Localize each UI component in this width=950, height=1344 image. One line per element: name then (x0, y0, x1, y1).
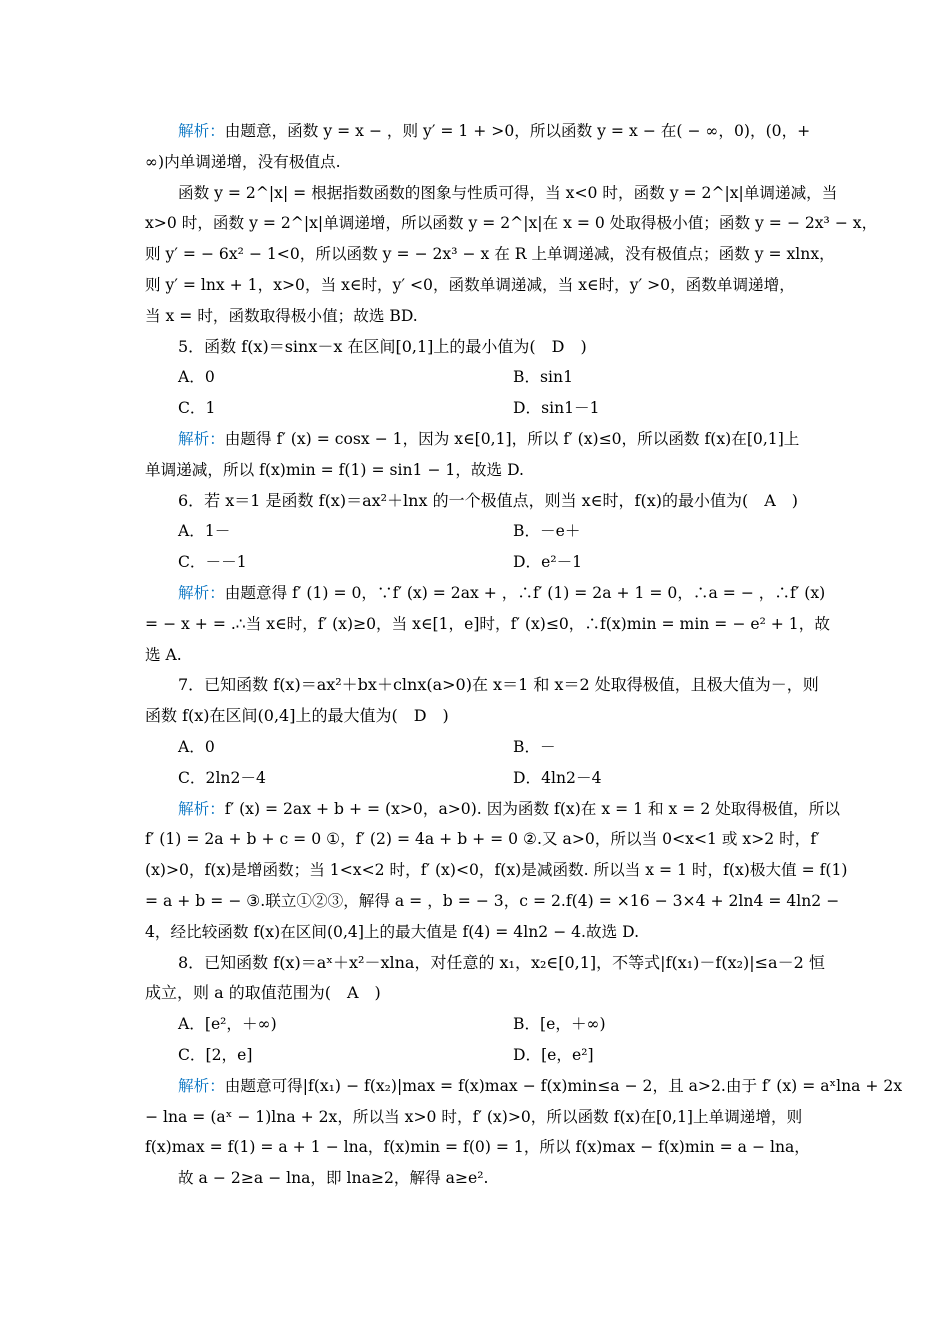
option-b: B．sin1 (513, 368, 574, 387)
question-6: 6．若 x＝1 是函数 f(x)＝ax²＋lnx 的一个极值点，则当 x∈时，f(x)的最小值为( A ) (178, 490, 799, 510)
option-b: B．－e＋ (513, 522, 581, 541)
analysis-label: 解析： (178, 799, 225, 818)
analysis-line (145, 1071, 903, 1102)
option-a: A．1－ (178, 522, 231, 541)
analysis-text: 单调递减，所以 f(x)min = f(1) = sin1 − 1，故选 D. (145, 460, 524, 479)
analysis-text: 故 a − 2≥a − lna，即 lna≥2，解得 a≥e². (178, 1169, 489, 1188)
option-a: A．0 (178, 737, 215, 756)
analysis-line (145, 578, 826, 609)
analysis-text: = a + b = − ③.联立①②③，解得 a = ，b = − 3，c = 2.f(4) = ×16 − 3×4 + 2ln4 = 4ln2 − (145, 891, 840, 910)
option-c: C．[2，e] (178, 1045, 253, 1064)
analysis-text: − lna = (aˣ − 1)lna + 2x，所以当 x>0 时，f′ (x)>0，所以函数 f(x)在[0,1]上单调递增，则 (145, 1107, 803, 1126)
body-text: 函数 y = 2^|x| = 根据指数函数的图象与性质可得，当 x<0 时，函数 y = 2^|x|单调递减，当 (178, 183, 838, 202)
analysis-line (145, 424, 815, 455)
options-row (145, 516, 815, 547)
options-row (145, 393, 815, 424)
analysis-text: 由题意可得|f(x₁) − f(x₂)|max = f(x)max − f(x)min≤a − 2，且 a>2.由于 f′ (x) = aˣlna + 2x (224, 1076, 903, 1095)
question-7: 7．已知函数 f(x)＝ax²＋bx＋clnx(a>0)在 x＝1 和 x＝2 处取得极值，且极大值为－，则 (178, 675, 819, 695)
body-text: 则 y′ = lnx + 1，x>0，当 x∈时，y′ <0，函数单调递减，当 x∈时，y′ >0，函数单调递增， (145, 275, 795, 294)
question-5: 5．函数 f(x)＝sinx－x 在区间[0,1]上的最小值为( D ) (178, 336, 587, 356)
analysis-line (145, 116, 815, 147)
option-a: A．0 (178, 368, 215, 387)
analysis-label: 解析： (178, 122, 225, 140)
analysis-text: 选 A. (145, 645, 182, 664)
body-text: 当 x = 时，函数取得极小值；故选 BD. (145, 306, 418, 325)
document-page (145, 116, 903, 1194)
options-row (145, 763, 815, 794)
option-c: C．1 (178, 399, 216, 418)
analysis-label: 解析： (178, 429, 225, 448)
analysis-text: = − x + = .∴当 x∈时，f′ (x)≥0，当 x∈[1，e]时，f′ (x)≤0，∴f(x)min = min = − e² + 1，故 (145, 614, 830, 633)
option-d: D．e²－1 (513, 553, 583, 572)
option-b: B．[e，＋∞) (513, 1015, 606, 1034)
options-row (145, 732, 815, 763)
analysis-text: 由题意，函数 y = x − ，则 y′ = 1 + >0，所以函数 y = x − 在( − ∞，0)，(0，+ (224, 122, 811, 140)
analysis-label: 解析： (178, 583, 225, 602)
option-d: D．4ln2－4 (513, 768, 602, 787)
options-row (145, 1040, 815, 1071)
analysis-text: (x)>0，f(x)是增函数；当 1<x<2 时，f′ (x)<0，f(x)是减函数. 所以当 x = 1 时，f(x)极大值 = f(1) (145, 861, 848, 880)
analysis-text: f′ (x) = 2ax + b + = (x>0，a>0). 因为函数 f(x)在 x = 1 和 x = 2 处取得极值，所以 (224, 799, 840, 818)
option-c: C．－－1 (178, 553, 247, 572)
option-b: B．－ (513, 737, 556, 756)
question-8-cont: 成立，则 a 的取值范围为( A ) (145, 983, 381, 1003)
option-a: A．[e²，＋∞) (178, 1015, 277, 1034)
options-row (145, 1009, 815, 1040)
body-text: 则 y′ = − 6x² − 1<0，所以函数 y = − 2x³ − x 在 R 上单调递减，没有极值点；函数 y = xlnx， (145, 245, 835, 264)
analysis-text: ∞)内单调递增，没有极值点. (145, 152, 341, 171)
analysis-line (145, 794, 840, 825)
analysis-text: 4，经比较函数 f(x)在区间(0,4]上的最大值是 f(4) = 4ln2 − 4.故选 D. (145, 922, 640, 941)
analysis-text: f(x)max = f(1) = a + 1 − lna，f(x)min = f(0) = 1，所以 f(x)max − f(x)min = a − lna， (145, 1138, 810, 1157)
analysis-text: 由题得 f′ (x) = cosx − 1，因为 x∈[0,1]，所以 f′ (x)≤0，所以函数 f(x)在[0,1]上 (224, 429, 800, 448)
analysis-label: 解析： (178, 1076, 225, 1095)
question-7-cont: 函数 f(x)在区间(0,4]上的最大值为( D ) (145, 706, 449, 726)
analysis-text: f′ (1) = 2a + b + c = 0 ①，f′ (2) = 4a + b + = 0 ②.又 a>0，所以当 0<x<1 或 x>2 时，f′ (145, 830, 820, 849)
option-d: D．[e，e²] (513, 1045, 594, 1064)
options-row (145, 362, 815, 393)
options-row (145, 547, 815, 578)
question-8: 8．已知函数 f(x)＝aˣ＋x²－xlna，对任意的 x₁，x₂∈[0,1]，不等式|f(x₁)－f(x₂)|≤a－2 恒 (178, 952, 825, 972)
option-c: C．2ln2－4 (178, 768, 266, 787)
option-d: D．sin1－1 (513, 399, 600, 418)
body-text: x>0 时，函数 y = 2^|x|单调递增，所以函数 y = 2^|x|在 x = 0 处取得极小值；函数 y = − 2x³ − x， (145, 214, 878, 233)
analysis-text: 由题意得 f′ (1) = 0，∵f′ (x) = 2ax + ，∴f′ (1) = 2a + 1 = 0，∴a = − ，∴f′ (x) (224, 583, 826, 602)
